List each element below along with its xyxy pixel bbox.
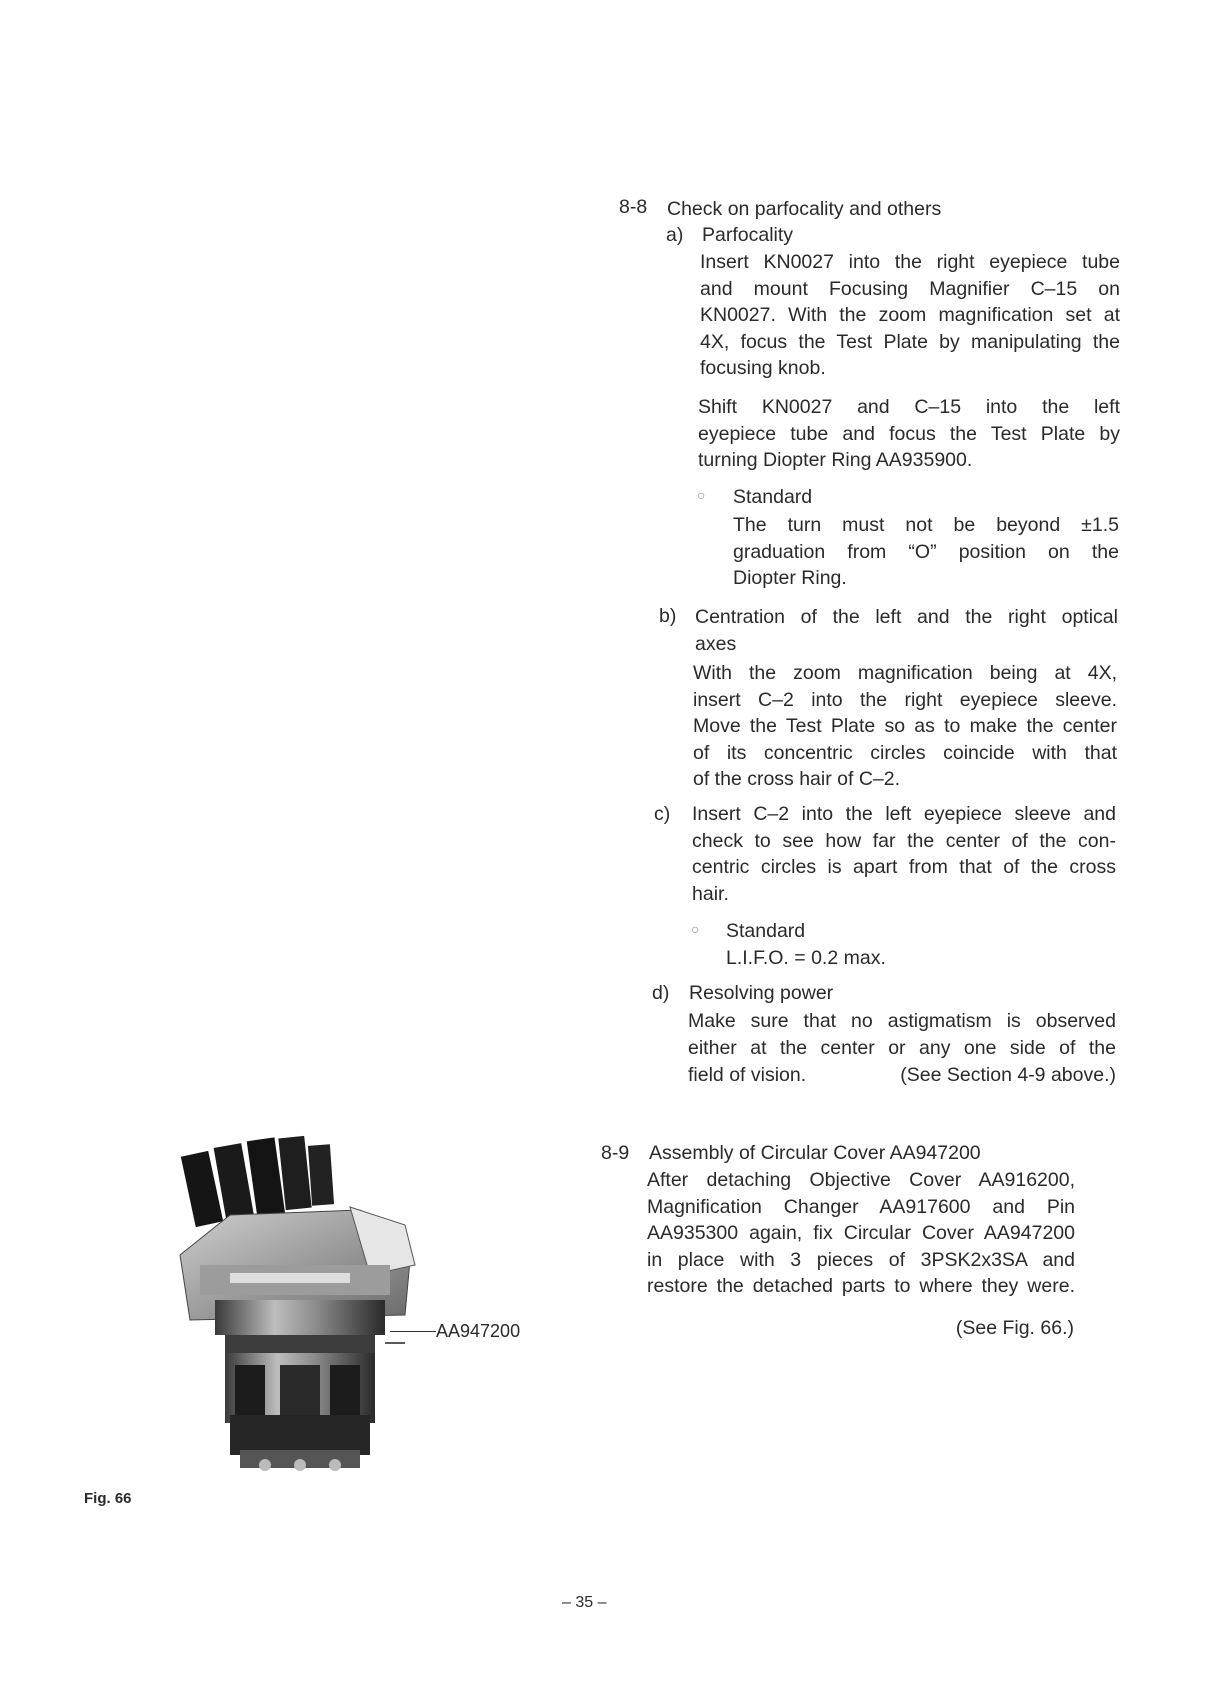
item-c-standard-title: Standard	[726, 920, 806, 942]
text-line: The turn must not be beyond ±1.5	[733, 514, 1119, 536]
item-d-title: Resolving power	[689, 982, 834, 1004]
text-line: 4X, focus the Test Plate by manipulating the	[700, 330, 1120, 353]
circle-bullet-icon: ○	[697, 487, 706, 503]
text-line: and mount Focusing Magnifier C–15 on	[700, 277, 1120, 300]
text-line: focusing knob.	[700, 357, 826, 379]
text-line: Move the Test Plate so as to make the center	[693, 715, 1117, 737]
item-a-standard-text	[733, 512, 1119, 592]
item-a-paragraph-2	[698, 394, 1120, 474]
circular-cover	[215, 1300, 405, 1353]
item-d-last-line-left: field of vision.	[688, 1064, 807, 1086]
text-line: of its concentric circles coincide with that	[693, 741, 1117, 764]
text-line: check to see how far the center of the con-	[692, 829, 1116, 852]
text-line: With the zoom magnification being at 4X,	[693, 662, 1117, 684]
text-line: turning Diopter Ring AA935900.	[698, 449, 973, 471]
item-c-paragraph	[692, 801, 1116, 907]
item-b-paragraph	[693, 660, 1117, 793]
text-line: Centration of the left and the right optical	[695, 606, 1118, 628]
text-line: After detaching Objective Cover AA916200,	[647, 1169, 1075, 1191]
section-8-8-title: Check on parfocality and others	[667, 198, 942, 220]
item-a-title: Parfocality	[702, 224, 794, 246]
text-line: Diopter Ring.	[733, 567, 847, 589]
section-8-8-number: 8-8	[619, 196, 648, 218]
section-8-9-figure-reference: (See Fig. 66.)	[955, 1317, 1074, 1339]
section-8-9-paragraph	[647, 1167, 1075, 1300]
text-line: axes	[695, 632, 737, 655]
text-line: hair.	[692, 882, 729, 905]
item-a-paragraph-1	[700, 249, 1120, 382]
callout-leader-line	[390, 1331, 436, 1332]
objective-barrel	[225, 1353, 375, 1471]
item-b-title	[695, 604, 1118, 657]
item-a-standard-title: Standard	[733, 486, 813, 508]
text-line: Insert C–2 into the left eyepiece sleeve and	[692, 803, 1116, 825]
item-c-standard-value: L.I.F.O. = 0.2 max.	[726, 947, 886, 969]
text-line: KN0027. With the zoom magnification set at	[700, 304, 1120, 326]
text-line: restore the detached parts to where they were.	[647, 1275, 1075, 1297]
text-line: Shift KN0027 and C–15 into the left	[698, 396, 1120, 418]
text-line: insert C–2 into the right eyepiece sleeve.	[693, 688, 1117, 711]
figure-callout-label: AA947200	[436, 1321, 521, 1341]
text-line: in place with 3 pieces of 3PSK2x3SA and	[647, 1248, 1075, 1271]
item-a-label: a)	[666, 224, 684, 246]
text-line: AA935300 again, fix Circular Cover AA947200	[647, 1222, 1075, 1244]
text-line: of the cross hair of C–2.	[693, 768, 901, 790]
text-line: graduation from “O” position on the	[733, 540, 1119, 563]
text-line: eyepiece tube and focus the Test Plate by	[698, 422, 1120, 445]
text-line: Magnification Changer AA917600 and Pin	[647, 1195, 1075, 1218]
text-line: Make sure that no astigmatism is observed	[688, 1010, 1116, 1032]
circle-bullet-icon: ○	[691, 921, 700, 937]
item-c-label: c)	[654, 803, 671, 825]
figure-caption: Fig. 66	[84, 1490, 132, 1507]
section-8-9-title: Assembly of Circular Cover AA947200	[649, 1142, 981, 1164]
text-line: either at the center or any one side of the	[688, 1036, 1116, 1059]
item-d-paragraph	[688, 1008, 1116, 1061]
page-number: – 35 –	[562, 1594, 607, 1611]
item-d-label: d)	[652, 982, 670, 1004]
microscope-photo	[170, 1115, 470, 1475]
section-8-9-number: 8-9	[601, 1142, 630, 1164]
text-line: Insert KN0027 into the right eyepiece tube	[700, 251, 1120, 273]
item-d-section-reference: (See Section 4-9 above.)	[900, 1064, 1116, 1086]
text-line: centric circles is apart from that of the cross	[692, 856, 1116, 878]
item-b-label: b)	[659, 605, 677, 627]
